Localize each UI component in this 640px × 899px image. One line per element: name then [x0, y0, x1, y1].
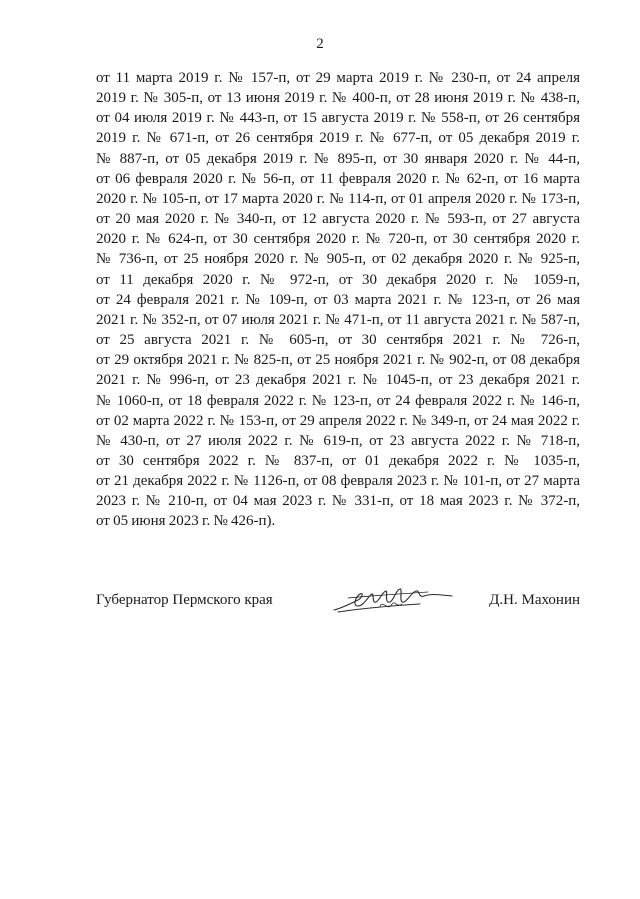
- body-text-line: от 04 июля 2019 г. № 443-п, от 15 августа 2019 г. № 558-п, от 26 сентября: [96, 110, 580, 127]
- body-text-line: 2019 г. № 671-п, от 26 сентября 2019 г. № 677-п, от 05 декабря 2019 г.: [96, 130, 580, 147]
- signer-title: Губернатор Пермского края: [96, 592, 273, 608]
- body-text-line: 2023 г. № 210-п, от 04 мая 2023 г. № 331-п, от 18 мая 2023 г. № 372-п,: [96, 493, 580, 510]
- body-text-line: от 11 декабря 2020 г. № 972-п, от 30 декабря 2020 г. № 1059-п,: [96, 271, 580, 288]
- body-text-line: от 25 августа 2021 г. № 605-п, от 30 сентября 2021 г. № 726-п,: [96, 332, 580, 349]
- body-text-line: от 30 сентября 2022 г. № 837-п, от 01 декабря 2022 г. № 1035-п,: [96, 452, 580, 469]
- body-text-line: № 1060-п, от 18 февраля 2022 г. № 123-п, от 24 февраля 2022 г. № 146-п,: [96, 392, 580, 409]
- body-text-line: № 430-п, от 27 июля 2022 г. № 619-п, от 23 августа 2022 г. № 718-п,: [96, 432, 580, 449]
- body-text-line: от 11 марта 2019 г. № 157-п, от 29 марта 2019 г. № 230-п, от 24 апреля: [96, 70, 580, 86]
- page-number: 2: [316, 36, 324, 52]
- body-text-line: № 736-п, от 25 ноября 2020 г. № 905-п, от 02 декабря 2020 г. № 925-п,: [96, 251, 580, 268]
- body-text-line: от 20 мая 2020 г. № 340-п, от 12 августа 2020 г. № 593-п, от 27 августа: [96, 211, 580, 228]
- body-text-line: 2021 г. № 352-п, от 07 июля 2021 г. № 471-п, от 11 августа 2021 г. № 587-п,: [96, 311, 580, 328]
- body-text-line: от 06 февраля 2020 г. № 56-п, от 11 февраля 2020 г. № 62-п, от 16 марта: [96, 170, 580, 187]
- body-text-line: от 24 февраля 2021 г. № 109-п, от 03 марта 2021 г. № 123-п, от 26 мая: [96, 291, 580, 308]
- body-text-line: от 21 декабря 2022 г. № 1126-п, от 08 февраля 2023 г. № 101-п, от 27 марта: [96, 473, 580, 490]
- body-text-line: от 05 июня 2023 г. № 426-п).: [96, 513, 276, 530]
- signer-name: Д.Н. Махонин: [489, 592, 580, 608]
- body-text: [96, 68, 580, 532]
- handwritten-signature-icon: [328, 582, 458, 622]
- body-text-line: от 02 марта 2022 г. № 153-п, от 29 апреля 2022 г. № 349-п, от 24 мая 2022 г.: [96, 412, 580, 429]
- body-text-line: 2020 г. № 624-п, от 30 сентября 2020 г. № 720-п, от 30 сентября 2020 г.: [96, 231, 580, 248]
- body-text-line: от 29 октября 2021 г. № 825-п, от 25 ноября 2021 г. № 902-п, от 08 декабря: [96, 352, 580, 369]
- signature-block: [96, 582, 580, 622]
- body-text-line: № 887-п, от 05 декабря 2019 г. № 895-п, от 30 января 2020 г. № 44-п,: [96, 150, 580, 167]
- body-text-line: 2021 г. № 996-п, от 23 декабря 2021 г. № 1045-п, от 23 декабря 2021 г.: [96, 372, 580, 389]
- body-text-line: 2020 г. № 105-п, от 17 марта 2020 г. № 114-п, от 01 апреля 2020 г. № 173-п,: [96, 190, 580, 207]
- body-text-line: 2019 г. № 305-п, от 13 июня 2019 г. № 400-п, от 28 июня 2019 г. № 438-п,: [96, 90, 580, 107]
